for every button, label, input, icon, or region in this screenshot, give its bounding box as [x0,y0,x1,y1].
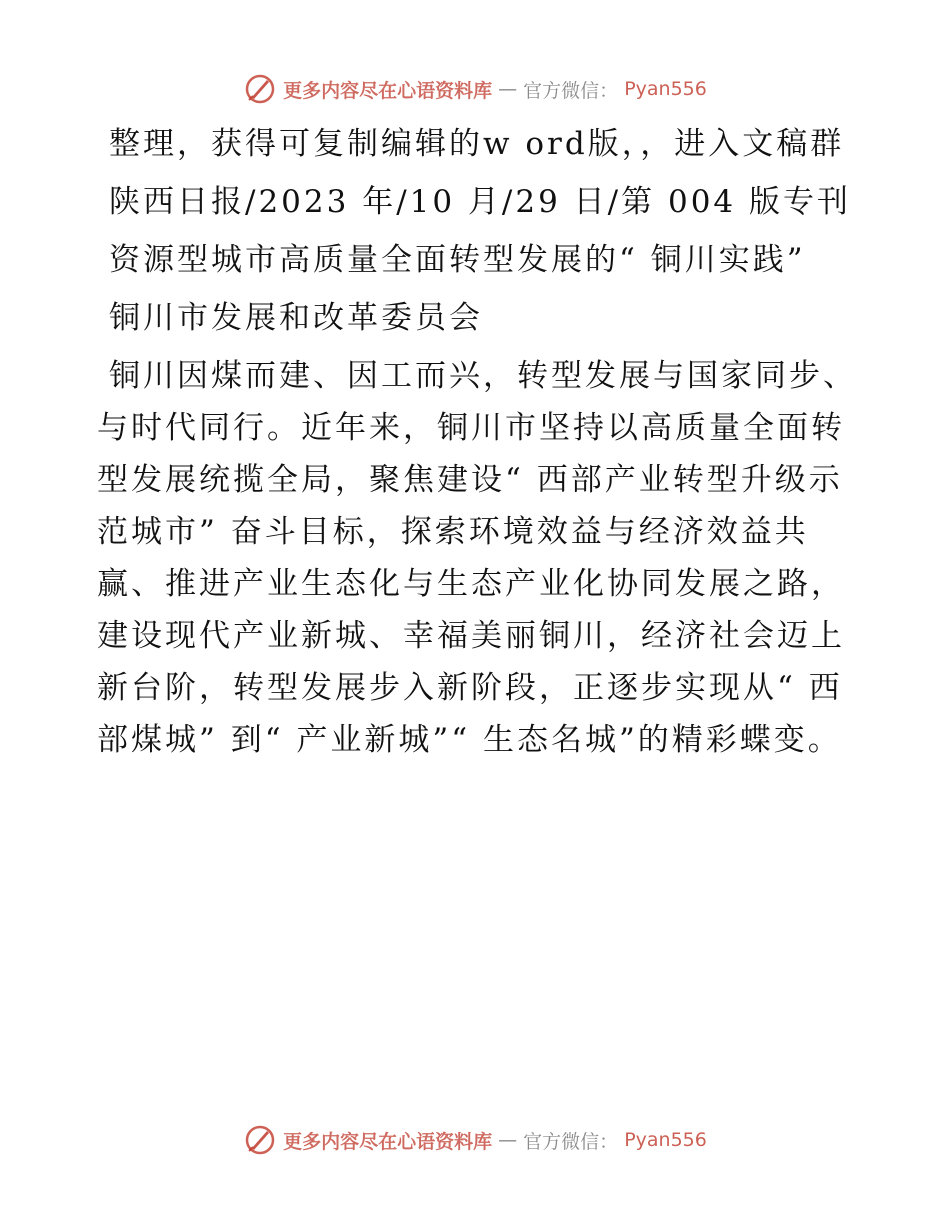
watermark-separator: — [498,1129,518,1151]
watermark-text: 更多内容尽在心语资料库 [283,79,493,102]
watermark-contact-label: 官方微信： [523,1130,619,1153]
intro-paragraph: 整理，获得可复制编辑的w ord版，，进入文稿群 [109,126,845,162]
watermark-contact-id: Pyan556 [624,1129,707,1151]
quill-logo-icon [243,72,277,106]
watermark-separator: — [498,78,518,100]
header-watermark [0,72,950,106]
article-title: 资源型城市高质量全面转型发展的“ 铜川实践” [109,242,806,278]
watermark-text: 更多内容尽在心语资料库 [283,1130,493,1153]
watermark-contact-label: 官方微信： [523,79,619,102]
source-line: 陕西日报/2023 年/10 月/29 日/第 004 版专刊 [109,184,852,220]
quill-logo-icon [243,1123,277,1157]
document-body [97,118,857,766]
watermark-contact-id: Pyan556 [624,78,707,100]
footer-watermark [0,1123,950,1157]
body-paragraph: 铜川因煤而建、因工而兴，转型发展与国家同步、与时代同行。近年来，铜川市坚持以高质量全面转型发展统揽全局，聚焦建设“ 西部产业转型升级示范城市” 奋斗目标，探索环境效益与经济效益共赢、推进产业生态化与生态产业化协同发展之路，建设现代产业新城、幸福美丽铜川，经济社会迈上新台阶，转型发展步入新阶段，正逐步实现从“ 西部煤城” 到“ 产业新城”“ 生态名城”的精彩蝶变。 [97,358,857,758]
article-author: 铜川市发展和改革委员会 [109,300,483,336]
